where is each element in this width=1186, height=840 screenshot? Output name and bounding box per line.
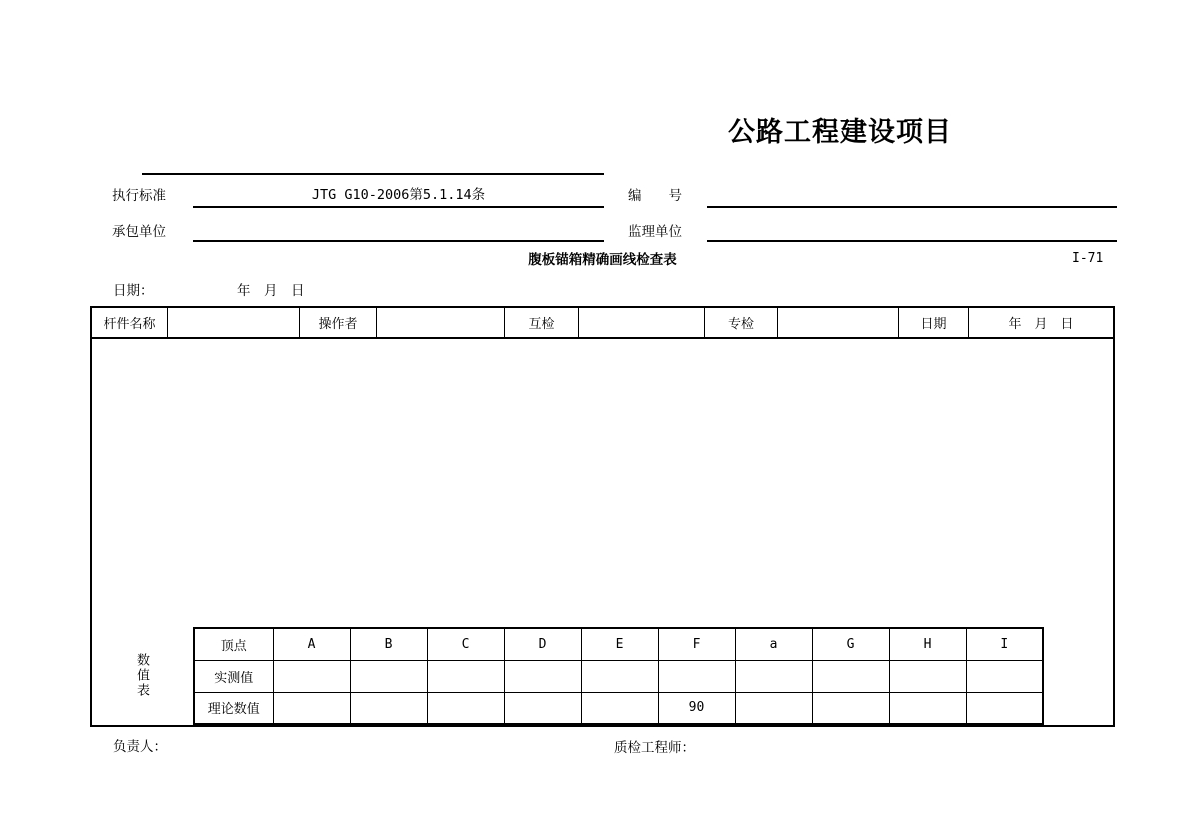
table-date-field[interactable]: 年 月 日 [1008,317,1074,332]
measured-value-cell[interactable] [350,660,427,692]
theoretical-value-cell[interactable] [273,692,350,724]
main-inspection-table [90,306,1115,727]
member-name-label: 杆件名称 [92,308,168,337]
measured-value-cell[interactable] [581,660,658,692]
exec-standard-label: 执行标准 [112,188,166,204]
col-header-H: H [889,628,966,660]
col-header-G: G [812,628,889,660]
date-row-label: 日期： [113,283,154,299]
responsible-person-label: 负责人： [113,739,167,755]
measured-value-cell[interactable] [966,660,1043,692]
contractor-field[interactable] [193,219,604,242]
form-code: I-71 [1072,251,1104,266]
theoretical-value-cell-F[interactable]: 90 [658,692,735,724]
page-title: 公路工程建设项目 [728,117,952,148]
measured-value-cell[interactable] [504,660,581,692]
qc-engineer-label: 质检工程师： [614,740,695,756]
col-header-a: a [735,628,812,660]
col-header-I: I [966,628,1043,660]
table-date-label: 日期 [899,308,969,337]
form-subtitle: 腹板锚箱精确画线检查表 [528,252,677,268]
theoretical-value-cell[interactable] [966,692,1043,724]
col-header-C: C [427,628,504,660]
theoretical-value-cell[interactable] [350,692,427,724]
mutual-check-field[interactable] [579,308,705,337]
measured-value-cell[interactable] [889,660,966,692]
operator-field[interactable] [377,308,505,337]
col-header-F: F [658,628,735,660]
col-header-A: A [273,628,350,660]
theoretical-value-cell[interactable] [504,692,581,724]
measured-values-label: 实测值 [194,660,273,692]
exec-standard-field[interactable]: JTG G10-2006第5.1.14条 [193,183,604,208]
theoretical-value-cell[interactable] [581,692,658,724]
drawing-area[interactable] [92,339,1113,725]
vertex-corner-header: 顶点 [194,628,273,660]
values-table-header-row [194,628,1043,660]
col-header-E: E [581,628,658,660]
main-table-header-row [92,308,1113,339]
number-label: 编 号 [628,188,682,204]
theoretical-values-row [194,692,1043,724]
special-check-field[interactable] [778,308,899,337]
measured-value-cell[interactable] [735,660,812,692]
col-header-D: D [504,628,581,660]
theoretical-value-cell[interactable] [735,692,812,724]
measured-value-cell[interactable] [273,660,350,692]
theoretical-values-label: 理论数值 [194,692,273,724]
operator-label: 操作者 [300,308,377,337]
col-header-B: B [350,628,427,660]
theoretical-value-cell[interactable] [427,692,504,724]
values-table [193,627,1044,725]
values-table-vertical-label: 数值表 [134,653,149,698]
blank-top-underline-field[interactable] [142,173,604,175]
measured-values-row [194,660,1043,692]
contractor-label: 承包单位 [112,224,166,240]
date-row-value[interactable]: 年 月 日 [237,283,305,299]
supervisor-field[interactable] [707,219,1117,242]
mutual-check-label: 互检 [505,308,579,337]
measured-value-cell[interactable] [658,660,735,692]
special-check-label: 专检 [705,308,778,337]
number-field[interactable] [707,183,1117,208]
member-name-field[interactable] [168,308,300,337]
measured-value-cell[interactable] [427,660,504,692]
supervisor-label: 监理单位 [628,224,682,240]
theoretical-value-cell[interactable] [812,692,889,724]
theoretical-value-cell[interactable] [889,692,966,724]
measured-value-cell[interactable] [812,660,889,692]
